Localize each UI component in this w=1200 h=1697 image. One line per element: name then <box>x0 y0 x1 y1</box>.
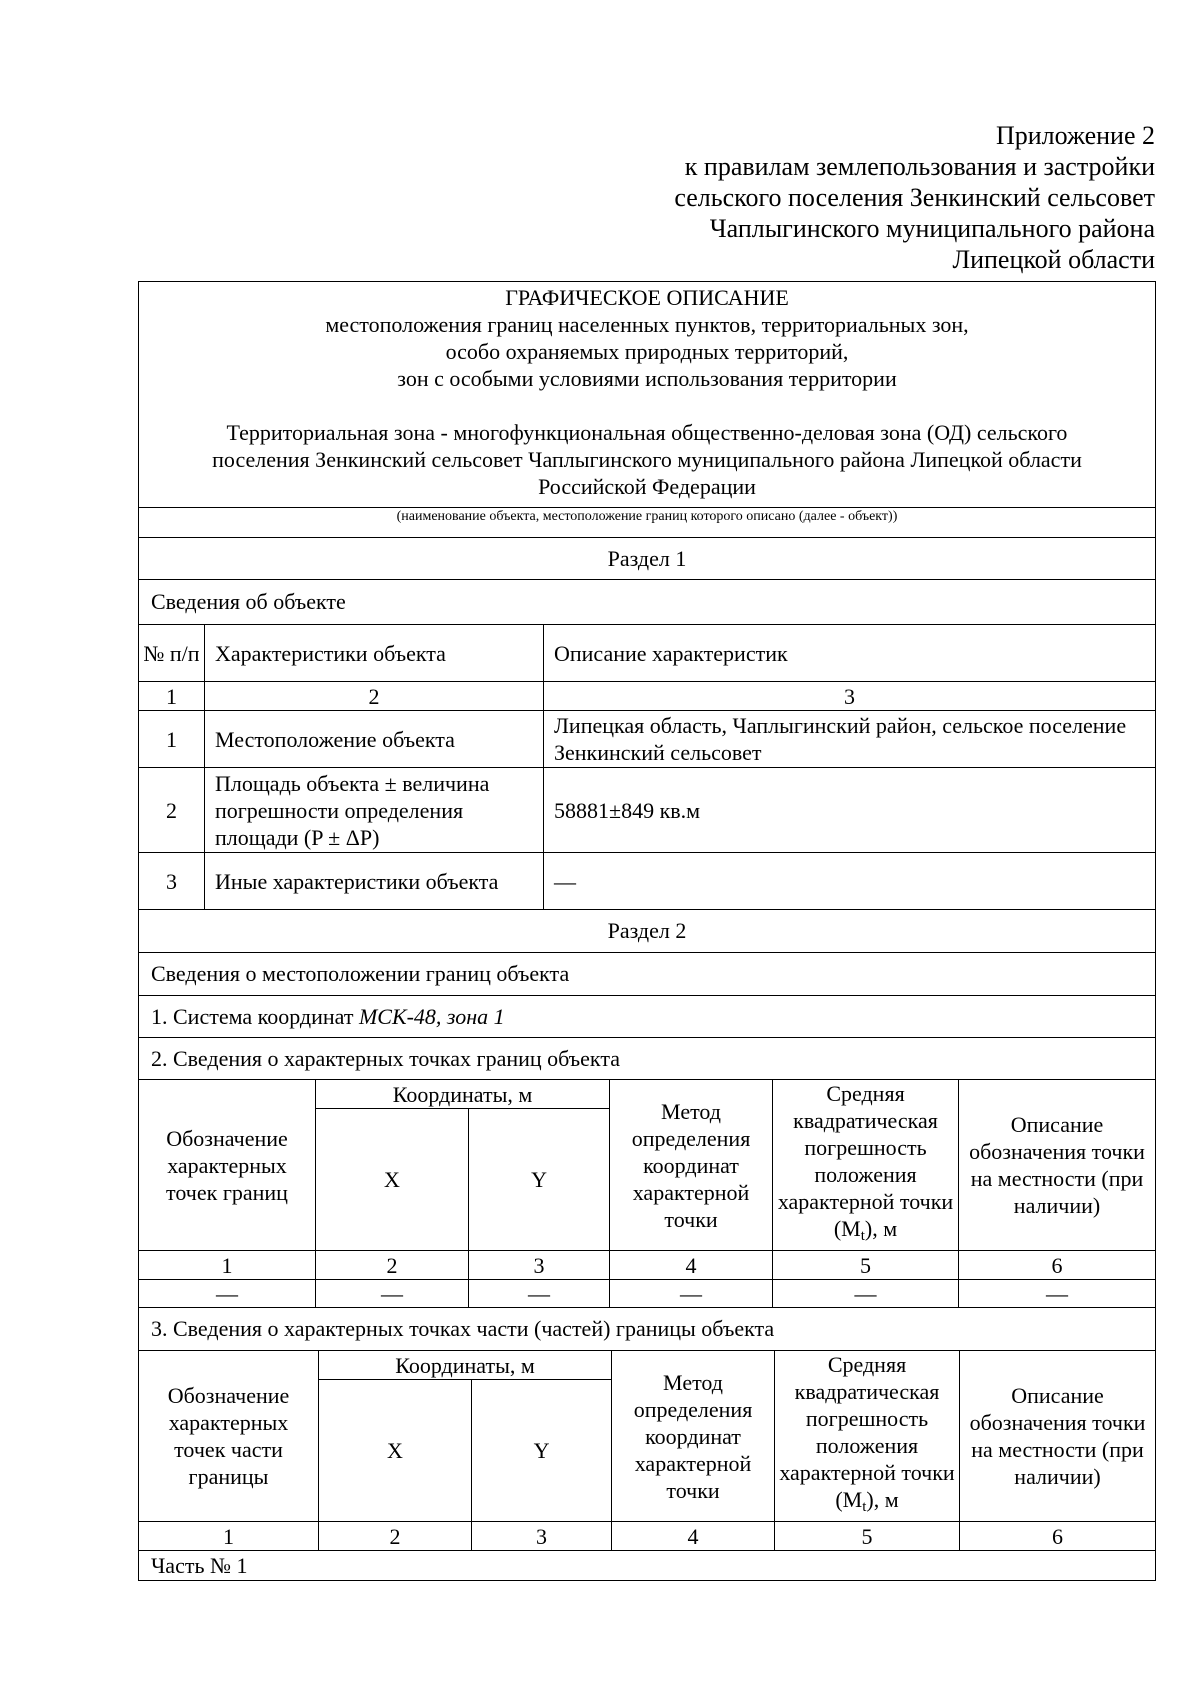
col-number: 1 <box>139 682 205 711</box>
empty-cell: — <box>959 1280 1156 1308</box>
appendix-line: Липецкой области <box>952 245 1155 274</box>
boundary-points-table <box>138 1079 1156 1308</box>
col-header-y: Y <box>469 1109 610 1251</box>
coordinate-system: 1. Система координат МСК-48, зона 1 <box>138 995 1156 1037</box>
row-number: 1 <box>139 711 205 768</box>
empty-cell: — <box>139 1280 316 1308</box>
appendix-header <box>674 120 1155 275</box>
col-header-number: № п/п <box>139 625 205 682</box>
table-row <box>139 768 1156 853</box>
col-header-characteristics: Характеристики объекта <box>205 625 544 682</box>
col-number: 3 <box>472 1522 612 1551</box>
graphic-description-form <box>138 281 1156 1581</box>
col-number: 4 <box>610 1251 773 1280</box>
col-number: 2 <box>205 682 544 711</box>
column-numbers-row <box>139 1251 1156 1280</box>
coordinate-system-value: МСК-48, зона 1 <box>358 1003 505 1029</box>
empty-cell: — <box>773 1280 959 1308</box>
parts-title: 3. Сведения о характерных точках части (частей) границы объекта <box>138 1308 1156 1350</box>
col-header-method: Метод определения координат характерной точки <box>612 1351 775 1522</box>
part-points-table <box>138 1350 1156 1551</box>
col-number: 6 <box>959 1251 1156 1280</box>
appendix-line: к правилам землепользования и застройки <box>684 152 1155 181</box>
characteristic-value: 58881±849 кв.м <box>544 768 1156 853</box>
col-number: 1 <box>139 1251 316 1280</box>
table-header-row <box>139 625 1156 682</box>
col-number: 3 <box>544 682 1156 711</box>
col-number: 6 <box>960 1522 1156 1551</box>
form-title-block <box>138 281 1156 507</box>
col-header-point-description: Описание обозначения точки на местности (при наличии) <box>960 1351 1156 1522</box>
col-number: 5 <box>775 1522 960 1551</box>
empty-cell: — <box>610 1280 773 1308</box>
appendix-line: Чаплыгинского муниципального района <box>709 214 1155 243</box>
table-row <box>139 853 1156 910</box>
col-number: 2 <box>316 1251 469 1280</box>
col-number: 3 <box>469 1251 610 1280</box>
zone-name-line: Российской Федерации <box>538 474 756 499</box>
row-number: 2 <box>139 768 205 853</box>
col-number: 4 <box>612 1522 775 1551</box>
col-number: 1 <box>139 1522 319 1551</box>
section2-title: Раздел 2 <box>138 910 1156 952</box>
col-header-error: Средняя квадратическая погрешность положения характерной точки $(M_t)$, м <box>773 1080 959 1251</box>
col-header-point-name: Обозначение характерных точек части границы <box>139 1351 319 1522</box>
characteristic-name: Местоположение объекта <box>205 711 544 768</box>
characteristic-name: Иные характеристики объекта <box>205 853 544 910</box>
col-header-method: Метод определения координат характерной точки <box>610 1080 773 1251</box>
section2-subtitle: Сведения о местоположении границ объекта <box>138 952 1156 995</box>
table-row <box>139 1280 1156 1308</box>
form-subtitle-line: особо охраняемых природных территорий, <box>445 339 849 364</box>
col-header-error: Средняя квадратическая погрешность положения характерной точки $(M_t)$, м <box>775 1351 960 1522</box>
col-number: 2 <box>319 1522 472 1551</box>
col-header-coordinates: Координаты, м <box>316 1080 610 1109</box>
row-number: 3 <box>139 853 205 910</box>
object-note: (наименование объекта, местоположение границ которого описано (далее - объект)) <box>138 507 1156 537</box>
section1-subtitle: Сведения об объекте <box>138 579 1156 624</box>
part-label: Часть № 1 <box>138 1551 1156 1581</box>
form-subtitle-line: местоположения границ населенных пунктов, территориальных зон, <box>325 312 969 337</box>
characteristic-value: Липецкая область, Чаплыгинский район, сельское поселение Зенкинский сельсовет <box>544 711 1156 768</box>
column-numbers-row <box>139 682 1156 711</box>
column-numbers-row <box>139 1522 1156 1551</box>
col-header-point-description: Описание обозначения точки на местности (при наличии) <box>959 1080 1156 1251</box>
col-header-x: X <box>319 1380 472 1522</box>
form-subtitle-line: зон с особыми условиями использования территории <box>397 366 897 391</box>
col-header-point-name: Обозначение характерных точек границ <box>139 1080 316 1251</box>
table-row <box>139 711 1156 768</box>
appendix-line: сельского поселения Зенкинский сельсовет <box>674 183 1155 212</box>
zone-name-line: Территориальная зона - многофункциональная общественно-деловая зона (ОД) сельского <box>226 420 1068 445</box>
appendix-line: Приложение 2 <box>995 121 1155 150</box>
object-info-table <box>138 624 1156 910</box>
col-header-y: Y <box>472 1380 612 1522</box>
points-title: 2. Сведения о характерных точках границ объекта <box>138 1037 1156 1079</box>
zone-name-line: поселения Зенкинский сельсовет Чаплыгинского муниципального района Липецкой области <box>212 447 1082 472</box>
characteristic-value: — <box>544 853 1156 910</box>
col-number: 5 <box>773 1251 959 1280</box>
form-title: ГРАФИЧЕСКОЕ ОПИСАНИЕ <box>505 285 789 310</box>
empty-cell: — <box>316 1280 469 1308</box>
col-header-description: Описание характеристик <box>544 625 1156 682</box>
empty-cell: — <box>469 1280 610 1308</box>
col-header-coordinates: Координаты, м <box>319 1351 612 1380</box>
col-header-x: X <box>316 1109 469 1251</box>
characteristic-name: Площадь объекта ± величина погрешности определения площади (P ± ΔP) <box>205 768 544 853</box>
section1-title: Раздел 1 <box>138 537 1156 579</box>
